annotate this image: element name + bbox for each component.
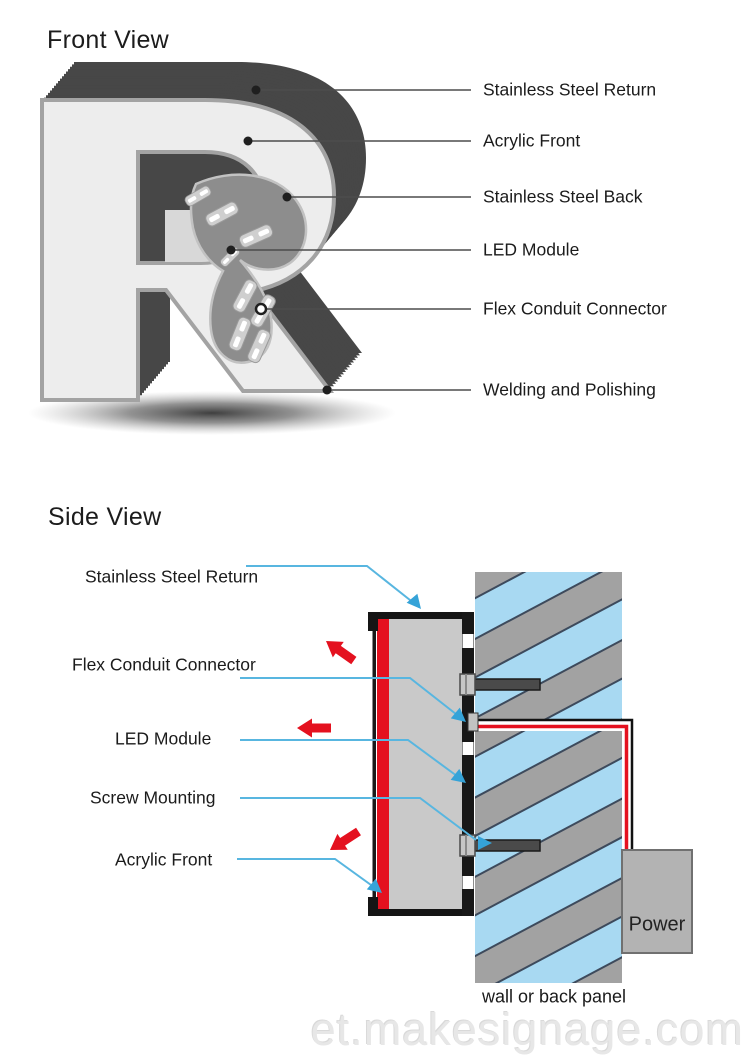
callout-dot [244,137,253,146]
conduit-connector-block [468,713,478,731]
return-bottom-edge [374,909,474,916]
label-screw-mounting: Screw Mounting [90,787,216,808]
side-view-title: Side View [48,503,162,531]
front-view-title: Front View [47,26,170,54]
label-flex-conduit-connector: Flex Conduit Connector [72,654,256,675]
wall-label: wall or back panel [481,986,627,1007]
label-stainless-steel-return: Stainless Steel Return [85,566,259,587]
callout-dot [283,193,292,202]
label-stainless-steel-return: Stainless Steel Return [483,79,657,100]
label-welding-and-polishing: Welding and Polishing [483,379,656,400]
callout-dot [323,386,332,395]
back-rail [462,612,474,916]
trim-lip-bottom [368,897,378,916]
label-acrylic-front: Acrylic Front [483,130,581,151]
front-view-figure [28,62,471,435]
leader-arrowhead-icon [407,594,427,614]
red-arrow-icon [321,633,360,668]
callout-dot [227,246,236,255]
label-stainless-steel-back: Stainless Steel Back [483,186,643,207]
label-acrylic-front: Acrylic Front [115,849,213,870]
red-arrows [297,633,364,858]
power-supply-box [622,850,692,953]
letter-body [389,618,462,910]
label-led-module: LED Module [483,239,580,260]
label-led-module: LED Module [115,728,212,749]
callout-dot-ring [256,304,266,314]
red-arrow-icon [297,719,331,738]
letter-cross-section [368,612,474,916]
label-flex-conduit-connector: Flex Conduit Connector [483,298,667,319]
callout-dot [252,86,261,95]
red-arrow-icon [325,824,364,858]
return-top-edge [374,612,474,619]
watermark: et.makesignage.com [310,1004,744,1055]
power-box-label: Power [628,913,686,936]
acrylic-front-strip [377,618,389,910]
trim-lip-top [368,612,378,631]
